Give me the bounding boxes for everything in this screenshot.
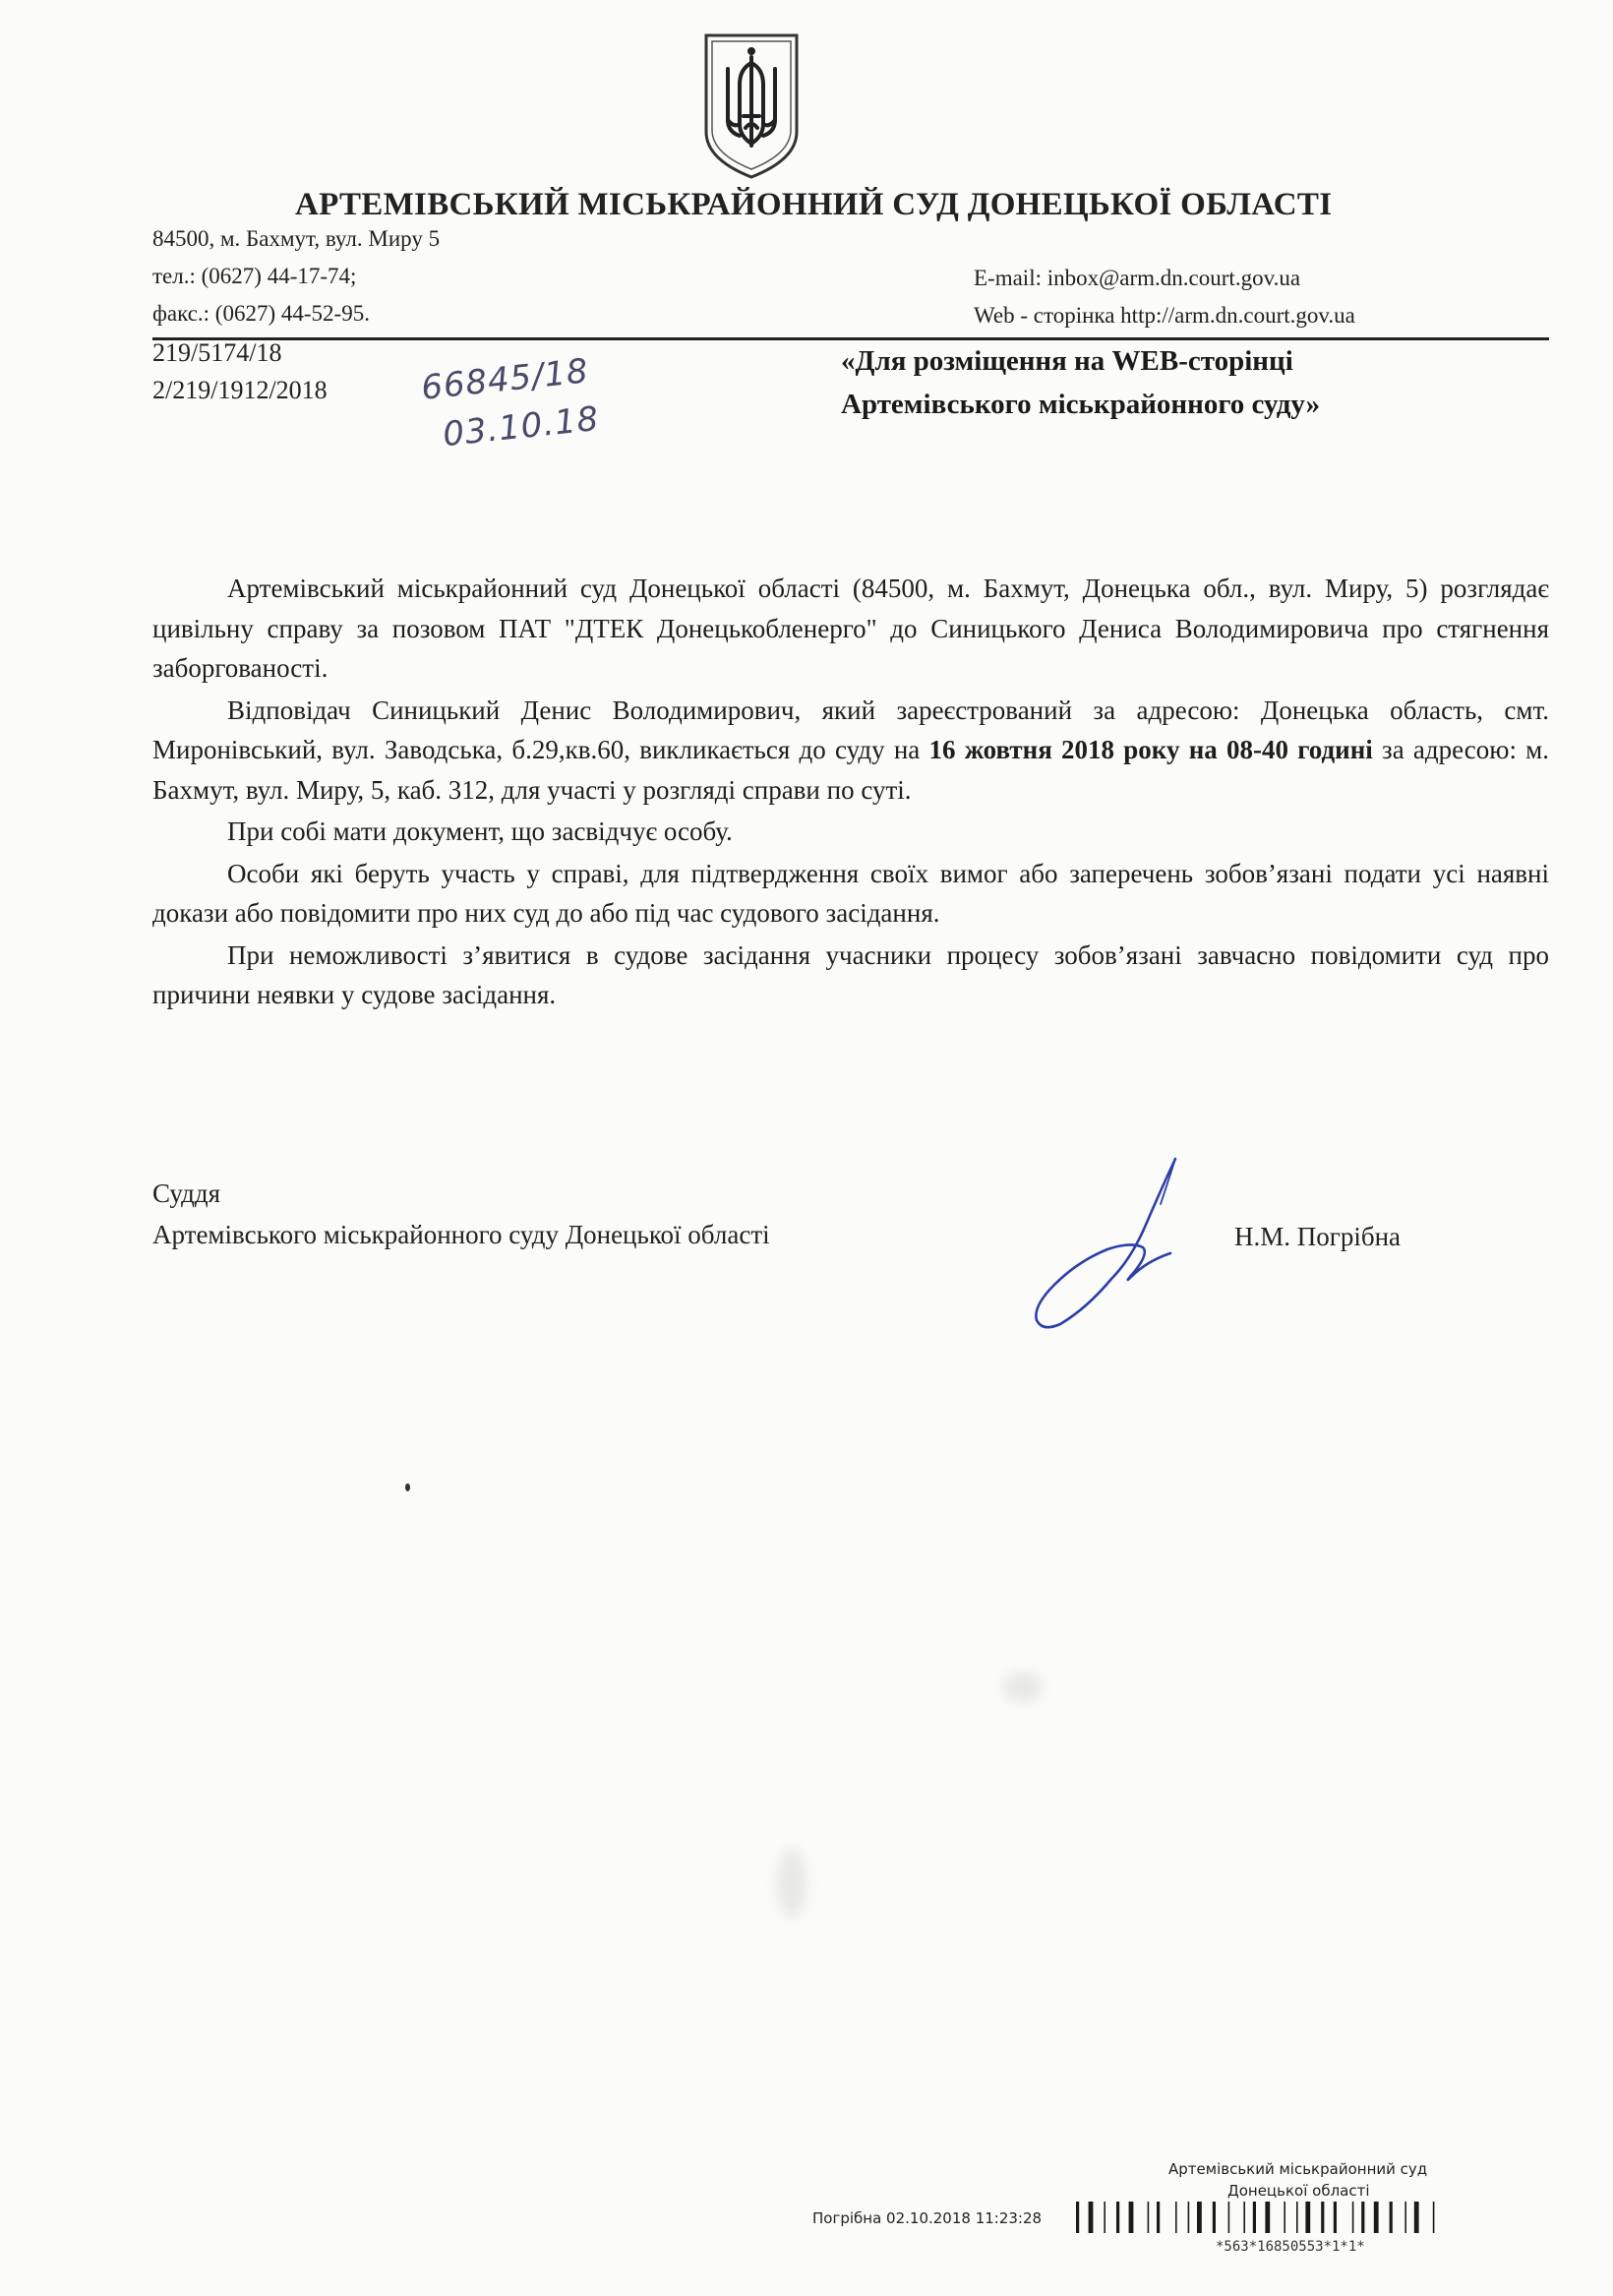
- barcode-bar: [1197, 2202, 1202, 2233]
- barcode-bar: [1243, 2202, 1245, 2233]
- barcode-bar: [1265, 2202, 1270, 2233]
- barcode-bar: [1321, 2202, 1324, 2233]
- barcode-bar: [1188, 2202, 1190, 2233]
- barcode-bar: [1228, 2202, 1230, 2233]
- court-fax: факс.: (0627) 44-52-95.: [152, 301, 370, 326]
- court-name-heading: АРТЕМІВСЬКИЙ МІСЬКРАЙОННИЙ СУД ДОНЕЦЬКОЇ ОБЛАСТІ: [295, 187, 1333, 222]
- barcode-bar: [1334, 2202, 1337, 2233]
- document-barcode: [1072, 2200, 1544, 2239]
- body-paragraph-3: При собі мати документ, що засвідчує особу.: [227, 816, 733, 846]
- barcode-bar: [1390, 2202, 1393, 2233]
- stamp-court-line2: Донецької області: [1227, 2182, 1370, 2200]
- barcode-bar: [1076, 2202, 1079, 2233]
- barcode-bar: [1352, 2202, 1354, 2233]
- barcode-bar: [1148, 2202, 1150, 2233]
- body-paragraph-2: [152, 691, 1549, 811]
- barcode-bar: [1104, 2202, 1105, 2233]
- body-paragraph-2-start: Відповідач Синицький Денис Володимирович, який зареєстрований за адресою: Донецька область, смт. Миронівський, вул. Заводська, б.29,кв.60, викликається до суду на: [152, 695, 1549, 764]
- court-email: E-mail: inbox@arm.dn.court.gov.ua: [974, 266, 1301, 290]
- court-phone: тел.: (0627) 44-17-74;: [152, 264, 357, 288]
- barcode-bar: [1404, 2202, 1406, 2233]
- signature-title: Суддя: [152, 1178, 221, 1208]
- barcode-bar: [1296, 2202, 1298, 2233]
- barcode-bar: [1089, 2202, 1094, 2233]
- barcode-bar: [1305, 2202, 1310, 2233]
- web-note-line2: Артемівського міськрайонного суду»: [841, 389, 1321, 420]
- web-publication-note: [841, 339, 1320, 426]
- body-paragraph-2-end: за адресою: м. Бахмут, вул. Миру, 5, каб. 312, для участі у розгляді справи по суті.: [152, 735, 1550, 805]
- electronic-signature-meta: Погрібна 02.10.2018 11:23:28: [812, 2209, 1043, 2227]
- barcode-bar: [1361, 2202, 1364, 2233]
- handwritten-registration-date: 03.10.18: [441, 398, 602, 455]
- hearing-date-time: 16 жовтня 2018 року на 08-40 годині: [928, 735, 1373, 764]
- court-address: 84500, м. Бахмут, вул. Миру 5: [152, 226, 441, 251]
- barcode-bar: [1213, 2202, 1216, 2233]
- scan-speck: [405, 1483, 410, 1491]
- barcode-bar: [1129, 2202, 1134, 2233]
- body-paragraph-5: При неможливості з’явитися в судове засідання учасники процесу зобов’язані завчасно повідомити суд про причини неявки у судове засідання.: [152, 939, 1549, 1009]
- barcode-bar: [1374, 2202, 1379, 2233]
- judge-name: Н.М. Погрібна: [1234, 1222, 1402, 1251]
- barcode-bar: [1284, 2202, 1285, 2233]
- scan-smudge: [1003, 1672, 1043, 1702]
- scan-smudge: [777, 1849, 806, 1918]
- judge-signature: [1013, 1151, 1200, 1338]
- court-website: Web - сторінка http://arm.dn.court.gov.ua: [974, 303, 1355, 328]
- proceeding-number: 2/219/1912/2018: [152, 376, 328, 404]
- barcode-bar: [1175, 2202, 1177, 2233]
- body-paragraph-4: Особи які беруть участь у справі, для підтвердження своїх вимог або заперечень зобов’язані подати усі наявні докази або повідомити про них суд до або під час судового засідання.: [152, 858, 1549, 928]
- body-paragraph-1: Артемівський міськрайонний суд Донецької області (84500, м. Бахмут, Донецька обл., вул. Миру, 5) розглядає цивільну справу за позовом ПАТ "ДТЕК Донецькобленерго" до Синицького Дениса Володимировича про стягнення заборгованості.: [152, 574, 1549, 683]
- handwritten-registration-number: 66845/18: [419, 351, 591, 408]
- barcode-bar: [1433, 2202, 1435, 2233]
- barcode-bar: [1253, 2202, 1256, 2233]
- coat-of-arms-icon: [700, 30, 803, 183]
- letter-body: [152, 569, 1549, 1017]
- barcode-bar: [1116, 2202, 1119, 2233]
- web-note-line1: «Для розміщення на WEB-сторінці: [841, 345, 1293, 377]
- stamp-court-line1: Артемівський міськрайонний суд: [1168, 2160, 1428, 2178]
- barcode-text: *563*16850553*1*1*: [1216, 2239, 1365, 2255]
- signature-court: Артемівського міськрайонного суду Донецької області: [152, 1220, 770, 1249]
- barcode-bar: [1157, 2202, 1160, 2233]
- barcode-bar: [1414, 2202, 1419, 2233]
- case-number: 219/5174/18: [152, 338, 282, 367]
